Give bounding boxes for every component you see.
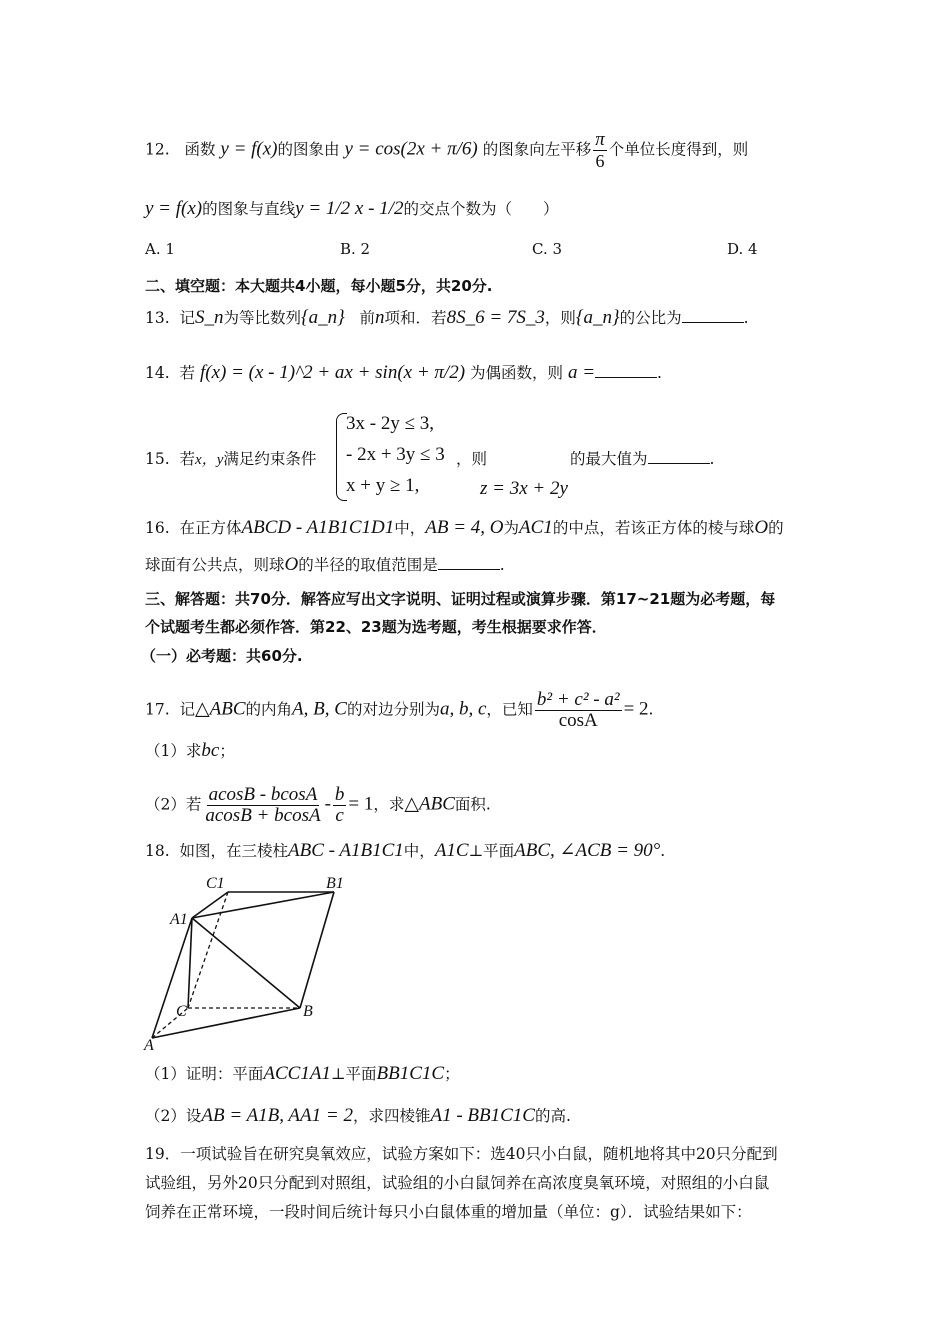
section3-heading-line2: 个试题考生都必须作答．第22、23题为选考题，考生根据要求作答． [145, 618, 607, 636]
label-B: B [303, 1003, 313, 1020]
q12-line2: y = f(x)的图象与直线y = 1/2 x - 1/2的交点个数为（ ） [145, 198, 559, 219]
q17-part2-frac: $\frac{acosB - bcosA}{acosB + bcosA}$ [205, 784, 321, 826]
edge-A1-B [192, 918, 300, 1008]
q15-tail: ，则 [456, 450, 488, 468]
edge-A1-B1 [192, 892, 334, 918]
edge-A-B [152, 1008, 300, 1038]
q12-option-d: D. 4 [727, 240, 758, 258]
q13: 13. 记S_n为等比数列{a_n} 前n项和．若8S_6 = 7S_3，则{a_n}的公比为 . [145, 307, 749, 328]
edge-A1-A [152, 918, 192, 1038]
q17-part2-frac-bc: $\frac{b}{c}$ [334, 784, 345, 826]
q18-part1: （1）证明：平面ACC1A1⊥平面BB1C1C； [145, 1063, 460, 1084]
q12-option-a: A. 1 [145, 240, 175, 258]
edge-A1-C [188, 918, 192, 1008]
q12-option-b: B. 2 [340, 240, 371, 258]
q13-answer-blank [682, 308, 744, 323]
prism-figure [140, 870, 360, 1055]
q17-part2: （2）若 $\frac{acosB - bcosA}{acosB + bcosA}$ - $\frac{b}{c}$ = 1，求△ABC面积. [145, 784, 491, 826]
q19-line3: 饲养在正常环境，一段时间后统计每只小白鼠体重的增加量（单位：g）．试验结果如下： [145, 1203, 752, 1221]
q14-answer-blank [595, 363, 657, 378]
q12-line1: 12. 函数 y = f(x)的图象由 y = cos(2x + π/6) 的图象向左平移 $\frac{\pi}{6}$ 个单位长度得到，则 [145, 129, 749, 171]
q15-lead: 15. 若x，y满足约束条件 [145, 450, 317, 468]
label-A: A [144, 1037, 154, 1054]
q18: 18. 如图，在三棱柱ABC - A1B1C1中，A1C⊥平面ABC, ∠ACB = 90°. [145, 840, 666, 861]
label-A1: A1 [170, 911, 188, 928]
q12-frac: $\frac{\pi}{6}$ [595, 129, 605, 171]
q19-line1: 19．一项试验旨在研究臭氧效应，试验方案如下：选40只小白鼠，随机地将其中20只分配到 [145, 1145, 778, 1163]
q15-tail2: 的最大值为 . [570, 450, 715, 468]
edge-B1-B [300, 892, 334, 1008]
q16-answer-blank [438, 555, 500, 570]
q17-frac: $\frac{\text{b² + c² - a²}}{\cos A}$ [536, 689, 620, 731]
q16-line1: 16. 在正方体ABCD - A1B1C1D1中，AB = 4, O为AC1的中点，若该正方体的棱与球O的 [145, 517, 784, 538]
q17-part1: （1）求bc； [145, 740, 235, 761]
required-heading: （一）必考题：共60分. [141, 647, 303, 665]
label-C: C [176, 1003, 187, 1020]
q15-constraint-3: x + y ≥ 1, [346, 475, 420, 496]
q19-line2: 试验组，另外20只分配到对照组，试验组的小白鼠饲养在高浓度臭氧环境，对照组的小白鼠 [145, 1174, 770, 1192]
q15-answer-blank [648, 449, 710, 464]
q15-constraint-1: 3x - 2y ≤ 3, [346, 413, 435, 434]
section3-heading-line1: 三、解答题：共70分．解答应写出文字说明、证明过程或演算步骤．第17~21题为必考题，每 [145, 590, 776, 608]
q15-objective: z = 3x + 2y [480, 478, 568, 499]
q18-part2: （2）设AB = A1B, AA1 = 2，求四棱锥A1 - BB1C1C的高. [145, 1105, 571, 1126]
q16-line2: 球面有公共点，则球O的半径的取值范围是 . [145, 554, 505, 575]
section2-heading: 二、填空题：本大题共4小题，每小题5分，共20分. [145, 277, 493, 295]
label-B1: B1 [326, 875, 344, 892]
q12-option-c: C. 3 [532, 240, 563, 258]
q15-constraint-2: - 2x + 3y ≤ 3 [346, 444, 445, 465]
q17: 17. 记△ABC的内角A, B, C的对边分别为a, b, c，已知 $\frac{\text{b² + c² - a²}}{\cos A}$ = 2. [145, 689, 654, 731]
label-C1: C1 [206, 875, 225, 892]
edge-C1-C [188, 892, 228, 1008]
q14: 14. 若 f(x) = (x - 1)^2 + ax + sin(x + π/2) 为偶函数，则 a = . [145, 362, 662, 383]
